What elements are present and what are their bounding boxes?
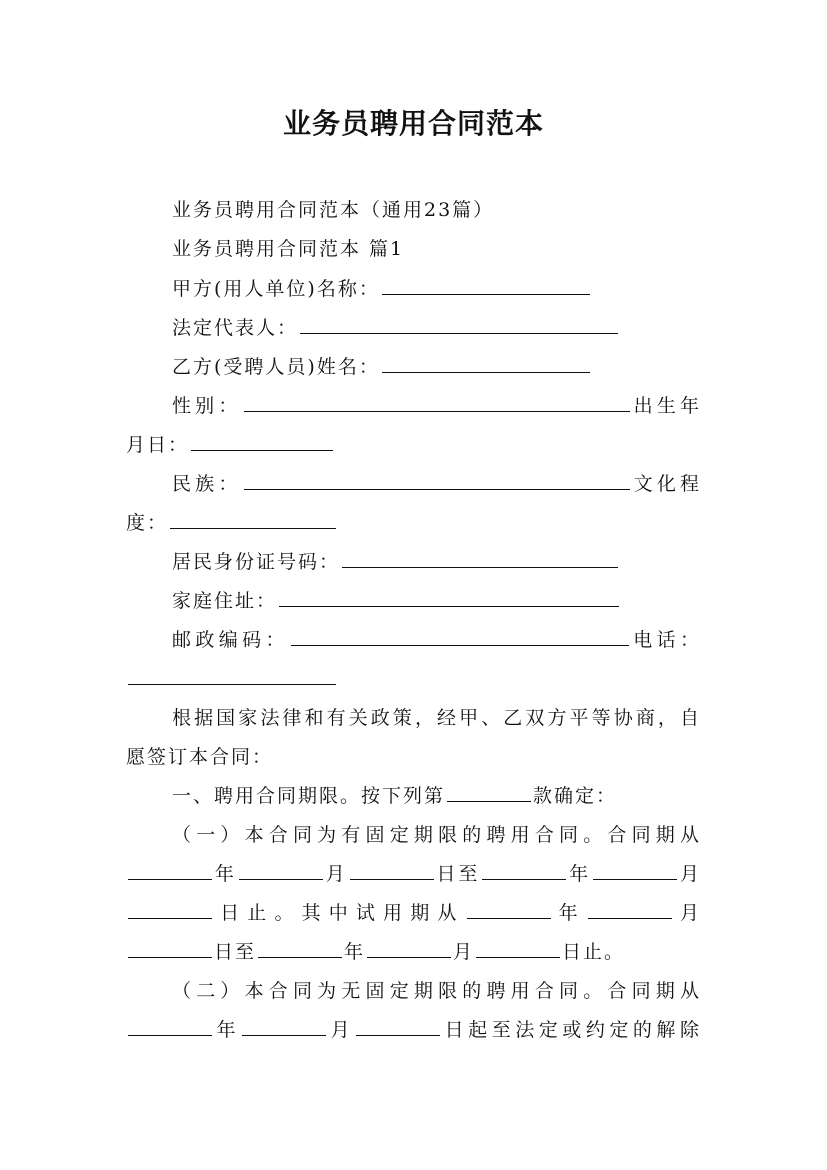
open-term-line-2 [126,1011,701,1050]
trial-end-day-blank [476,956,560,958]
phone-label: 电话： [630,629,701,651]
fixed-term-line-4 [126,933,701,972]
home-address-label: 家庭住址： [172,590,278,612]
day-to-label: 日至 [435,863,481,885]
education-line [126,504,701,543]
subtitle-line: 业务员聘用合同范本（通用23篇） [172,199,495,221]
postal-code-line [126,621,701,660]
id-number-label: 居民身份证号码： [172,551,341,573]
end-year-blank [482,878,566,880]
fixed-term-line-3 [126,894,701,933]
birth-date-line [126,426,701,465]
preamble-line-2: 愿签订本合同： [126,746,274,768]
party-b-name-label: 乙方(受聘人员)姓名： [172,356,380,378]
education-label-start: 文化程 [631,473,701,495]
month-label: 月 [673,902,701,924]
ethnicity-line [126,465,701,504]
legal-rep-label: 法定代表人： [172,317,299,339]
phone-blank [128,683,336,685]
clause-1-label-end: 款确定： [533,785,618,807]
open-start-day-blank [356,1034,440,1036]
start-month-blank [239,878,323,880]
year-label: 年 [552,902,586,924]
birth-date-blank [191,449,333,451]
open-start-month-blank [242,1034,326,1036]
trial-period-label: 其中试用期从 [301,902,465,924]
open-term-line-1: （二）本合同为无固定期限的聘用合同。合同期从 [172,980,701,1002]
year-label: 年 [568,863,592,885]
birth-label-end: 月日： [126,434,190,456]
trial-start-month-blank [588,917,672,919]
document-title: 业务员聘用合同范本 [282,107,544,140]
clause-choice-blank [447,800,531,802]
gender-label: 性别： [172,395,242,417]
open-start-year-blank [128,1034,212,1036]
day-end-label: 日止。 [214,902,302,924]
legal-rep-blank [300,332,618,334]
preamble-line-1: 根据国家法律和有关政策，经甲、乙双方平等协商，自 [172,707,701,729]
phone-line [126,660,701,699]
party-b-name-blank [382,371,590,373]
ethnicity-label: 民族： [172,473,242,495]
section-heading: 业务员聘用合同范本 篇1 [172,238,405,260]
fixed-term-line-1: （一）本合同为有固定期限的聘用合同。合同期从 [172,824,701,846]
start-year-blank [128,878,212,880]
trial-end-year-blank [258,956,342,958]
trial-start-year-blank [467,917,551,919]
end-day-blank [128,917,212,919]
gender-blank [244,410,630,412]
ethnicity-blank [244,488,630,490]
day-end-label: 日止。 [562,941,626,963]
month-label: 月 [679,863,701,885]
end-month-blank [593,878,677,880]
day-to-label: 日至 [214,941,257,963]
party-a-name-line [126,270,701,309]
postal-code-blank [291,644,629,646]
trial-start-day-blank [128,956,212,958]
month-label: 月 [328,1019,355,1041]
gender-line [126,387,701,426]
party-a-name-blank [382,293,590,295]
start-day-blank [350,878,434,880]
birth-label-start: 出生年 [631,395,701,417]
legal-rep-line [126,309,701,348]
postal-code-label: 邮政编码： [172,629,289,651]
open-term-end-text: 日起至法定或约定的解除 [442,1019,701,1041]
clause-1-heading [126,777,701,816]
year-label: 年 [344,941,366,963]
home-address-blank [279,605,619,607]
home-address-line [126,582,701,621]
party-a-name-label: 甲方(用人单位)名称： [172,278,380,300]
clause-1-label: 一、聘用合同期限。按下列第 [172,785,446,807]
year-label: 年 [214,1019,241,1041]
year-label: 年 [214,863,237,885]
education-label-end: 度： [126,512,169,534]
party-b-name-line [126,348,701,387]
fixed-term-line-2 [126,855,701,894]
month-label: 月 [453,941,475,963]
id-number-line [126,543,701,582]
education-blank [170,527,336,529]
id-number-blank [342,566,618,568]
trial-end-month-blank [367,956,451,958]
month-label: 月 [324,863,348,885]
